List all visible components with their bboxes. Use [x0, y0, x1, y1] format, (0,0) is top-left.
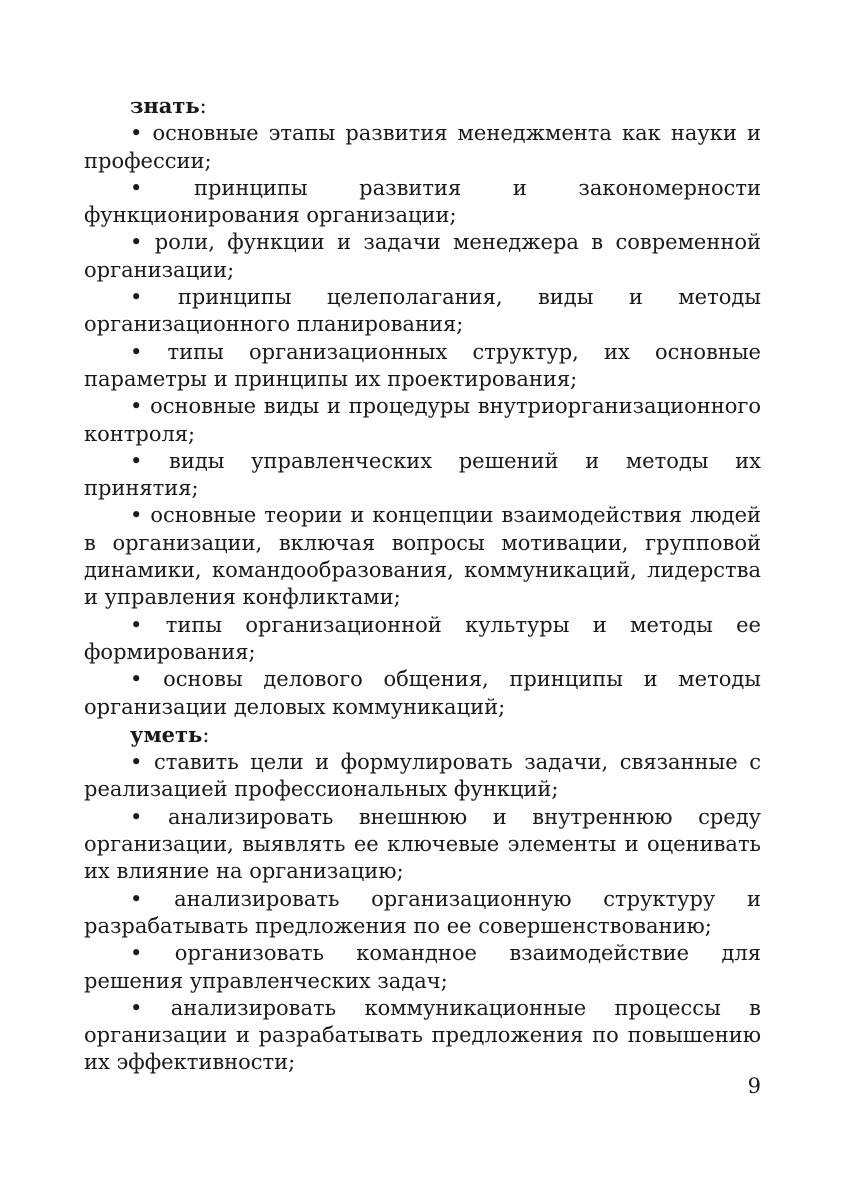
can-heading-colon: :	[202, 722, 210, 747]
can-item: • анализировать коммуникационные процессы в организации и разрабатывать предложения по повышению их эффективности;	[84, 995, 761, 1075]
can-item: • анализировать организационную структуру и разрабатывать предложения по ее совершенствованию;	[84, 886, 761, 938]
know-heading-colon: :	[199, 94, 207, 118]
know-heading	[84, 92, 761, 120]
can-item: • ставить цели и формулировать задачи, связанные с реализацией профессиональных функций;	[84, 750, 761, 802]
page-number: 9	[747, 1074, 761, 1098]
know-item: • типы организационной культуры и методы ее формирования;	[84, 612, 761, 664]
can-heading-label: уметь	[130, 721, 203, 747]
know-item: • роли, функции и задачи менеджера в современной организации;	[84, 230, 761, 282]
know-item: • типы организационных структур, их основные параметры и принципы их проектирования;	[84, 339, 761, 391]
can-item: • организовать командное взаимодействие для решения управленческих задач;	[84, 941, 761, 993]
can-item: • анализировать внешнюю и внутреннюю среду организации, выявлять ее ключевые элементы и оценивать их влияние на организацию;	[84, 804, 761, 884]
know-heading-label: знать	[130, 93, 200, 118]
know-item: • основные виды и процедуры внутриорганизационного контроля;	[84, 394, 761, 446]
know-item: • виды управленческих решений и методы их принятия;	[84, 448, 761, 501]
know-item: • основные теории и концепции взаимодействия людей в организации, включая вопросы мотивации, групповой динамики, командообразования, коммуникаций, лидерства и управления конфликтами;	[84, 503, 761, 610]
know-item: • основные этапы развития менеджмента как науки и профессии;	[84, 121, 761, 173]
know-item: • принципы целеполагания, виды и методы организационного планирования;	[84, 285, 761, 337]
know-item: • основы делового общения, принципы и методы организации деловых коммуникаций;	[84, 667, 761, 719]
know-item: • принципы развития и закономерности функционирования организации;	[84, 175, 761, 228]
page-body	[84, 92, 761, 1077]
can-heading	[84, 721, 761, 749]
